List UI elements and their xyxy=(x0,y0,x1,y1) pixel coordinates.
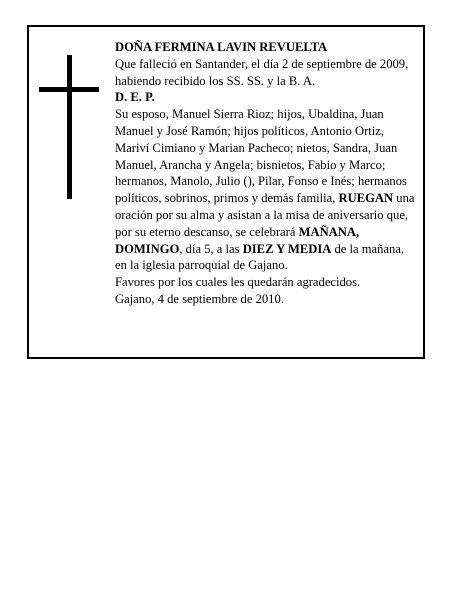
obituary-notice xyxy=(27,25,425,359)
mass-location: de la mañana, en la iglesia parroquial de Gajano. xyxy=(115,241,405,273)
ceremony-paragraph xyxy=(115,106,419,274)
mass-day: MAÑANA, DOMINGO xyxy=(115,224,360,256)
family-list: Su esposo, Manuel Sierra Rioz; hijos, Ubaldina, Juan Manuel y José Ramón; hijos políticos, Antonio Ortiz, Mariví Cimiano y Marian Pacheco; nietos, Sandra, Juan Manuel, Arancha y Angela; bisnietos, Fabio y Marco; hermanos, Manolo, Julio (), Pilar, Fonso e Inés; hermanos políticos, sobrinos, primos y demás familia, xyxy=(115,107,407,206)
cross-vertical-bar xyxy=(67,55,72,199)
death-announcement: Que falleció en Santander, el día 2 de septiembre de 2009, habiendo recibido los SS. SS. y la B. A. xyxy=(115,56,409,88)
place-date: Gajano, 4 de septiembre de 2010. xyxy=(115,291,284,306)
rest-in-peace: D. E. P. xyxy=(115,90,155,105)
deceased-name: DOÑA FERMINA LAVIN REVUELTA xyxy=(115,40,328,54)
cross-horizontal-bar xyxy=(39,87,99,92)
mass-day-suffix: , día 5, a las xyxy=(179,241,240,256)
ruegan-label: RUEGAN xyxy=(338,191,394,206)
cross-icon xyxy=(39,55,99,199)
mass-request: una oración por su alma y asistan a la misa de aniversario que, por su eterno descanso, se celebrará xyxy=(115,191,415,239)
notice-text xyxy=(115,39,419,308)
mass-hour: DIEZ Y MEDIA xyxy=(242,241,332,256)
thanks-line: Favores por los cuales les quedarán agradecidos. xyxy=(115,275,361,290)
